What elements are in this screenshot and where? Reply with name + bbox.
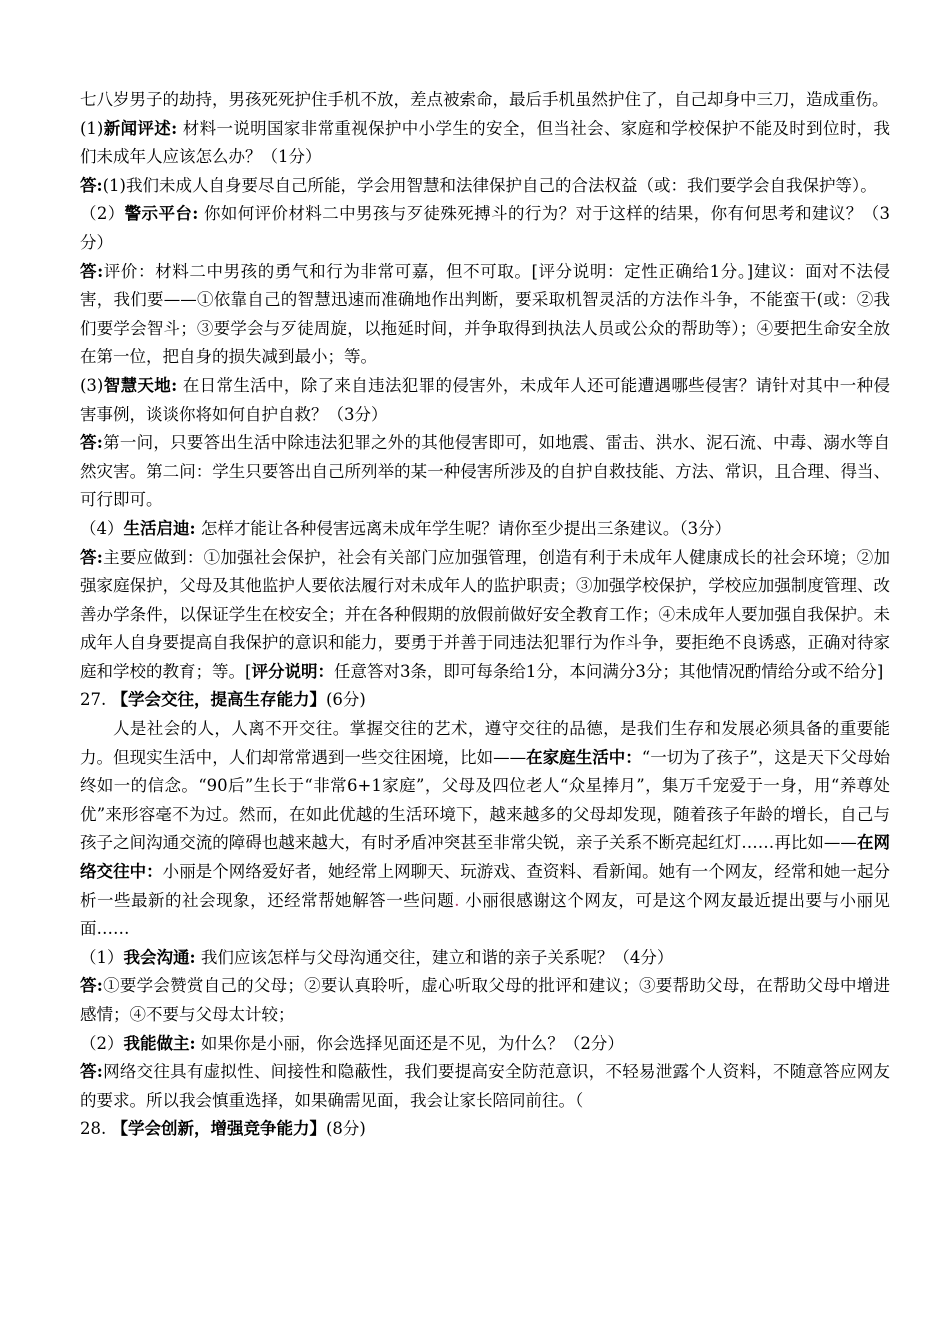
q26-sub3-question: (3)智慧天地: 在日常生活中，除了来自违法犯罪的侵害外，未成年人还可能遭遇哪些侵害？请针对其中一种侵害事例，谈谈你将如何自护自救？（3分） xyxy=(80,375,890,424)
scoring-note-label: 评分说明： xyxy=(251,661,334,681)
online-interaction-label: 在网络交往中： xyxy=(80,833,891,882)
q27-title: 【学会交往，提高生存能力】 xyxy=(111,690,326,710)
material-two-tail: 七八岁男子的劫持，男孩死死护住手机不放，差点被索命，最后手机虽然护住了，自己却身中三刀，造成重伤。 xyxy=(80,90,889,109)
q26-sub2-title: 警示平台: xyxy=(124,204,199,224)
q27-sub2-answer: 答:网络交往具有虚拟性、间接性和隐蔽性，我们要提高安全防范意识，不轻易泄露个人资料，不随意答应网友的要求。所以我会慎重选择，如果确需见面，我会让家长陪同前往。（ xyxy=(80,1062,891,1110)
answer-label: 答: xyxy=(80,976,103,996)
q27-material: 人是社会的人，人离不开交往。掌握交往的艺术，遵守交往的品德，是我们生存和发展必须具备的重要能力。但现实生活中，人们却常常遇到一些交往困境，比如——在家庭生活中：“一切为了孩子”，这是天下父母始终如一的信念。“90后”生长于“非常6+1家庭”，父母及四位老人“众星捧月”，集万千宠爱于一身，用“养尊处优”来形容毫不为过。然而，在如此优越的生活环境下，越来越多的父母却发现，随着孩子年龄的增长，自己与孩子之间沟通交流的障碍也越来越大，有时矛盾冲突甚至非常尖锐，亲子关系不断亮起红灯……再比如——在网络交往中：小丽是个网络爱好者，她经常上网聊天、玩游戏、查资料、看新闻。她有一个网友，经常和她一起分析一些最新的社会现象，还经常帮她解答一些问题. 小丽很感谢这个网友，可是这个网友最近提出要与小丽见面…… xyxy=(80,719,891,939)
q26-sub2-question: （2）警示平台: 你如何评价材料二中男孩与歹徒殊死搏斗的行为？对于这样的结果，你有何思考和建议？（3分） xyxy=(80,204,891,252)
q26-sub4-title: 生活启迪: xyxy=(123,518,196,538)
q26-sub1-title: 新闻评述: xyxy=(103,118,178,138)
q28-heading: 28. 【学会创新，增强竞争能力】(8分) xyxy=(80,1119,366,1139)
q26-sub1-answer: 答:(1)我们未成人自身要尽自己所能，学会用智慧和法律保护自己的合法权益（或：我们要学会自我保护等）。 xyxy=(80,175,877,195)
q26-sub4-answer: 答:主要应做到：①加强社会保护，社会有关部门应加强管理，创造有利于未成年人健康成长的社会环境；②加强家庭保护，父母及其他监护人要依法履行对未成年人的监护职责；③加强学校保护，学校应加强制度管理、改善办学条件，以保证学生在校安全；并在各种假期的放假前做好安全教育工作；④未成年人要加强自我保护。未成年人自身要提高自我保护的意识和能力，要勇于并善于同违法犯罪行为作斗争，要拒绝不良诱惑，正确对待家庭和学校的教育；等。[评分说明：任意答对3条，即可每条给1分，本问满分3分；其他情况酌情给分或不给分] xyxy=(80,547,891,681)
q27-sub1-question: （1）我会沟通: 我们应该怎样与父母沟通交往，建立和谐的亲子关系呢？（4分） xyxy=(80,947,674,967)
q26-sub4-question: （4）生活启迪: 怎样才能让各种侵害远离未成年学生呢？请你至少提出三条建议。（3分） xyxy=(80,518,732,538)
q27-sub1-answer: 答:①要学会赞赏自己的父母；②要认真聆听，虚心听取父母的批评和建议；③要帮助父母，在帮助父母中增进感情；④不要与父母太计较； xyxy=(80,976,891,1024)
q27-heading: 27. 【学会交往，提高生存能力】(6分) xyxy=(80,690,366,710)
answer-label: 答: xyxy=(80,175,103,195)
q26-sub2-answer: 答:评价：材料二中男孩的勇气和行为非常可嘉，但不可取。[评分说明：定性正确给1分。]建议：面对不法侵害，我们要——①依靠自己的智慧迅速而准确地作出判断，要采取机智灵活的方法作斗争，不能蛮干(或：②我们要学会智斗；③要学会与歹徒周旋，以拖延时间，并争取得到执法人员或公众的帮助等）；④要把生命安全放在第一位，把自身的损失减到最小；等。 xyxy=(80,261,890,367)
answer-label: 答: xyxy=(80,547,103,567)
q27-sub2-title: 我能做主: xyxy=(123,1033,196,1053)
family-life-label: 在家庭生活中： xyxy=(526,747,642,767)
q28-title: 【学会创新，增强竞争能力】 xyxy=(111,1119,326,1139)
q26-sub3-answer: 答:第一问，只要答出生活中除违法犯罪之外的其他侵害即可，如地震、雷击、洪水、泥石流、中毒、溺水等自然灾害。第二问：学生只要答出自己所列举的某一种侵害所涉及的自护自救技能、方法、常识，且合理、得当、可行即可。 xyxy=(80,433,891,510)
answer-label: 答: xyxy=(80,1062,103,1082)
q27-sub1-title: 我会沟通: xyxy=(123,947,196,967)
q26-sub3-title: 智慧天地: xyxy=(103,375,178,395)
answer-label: 答: xyxy=(80,433,103,453)
q26-sub1-question: (1)新闻评述: 材料一说明国家非常重视保护中小学生的安全，但当社会、家庭和学校保护不能及时到位时，我们未成年人应该怎么办？（1分） xyxy=(80,118,890,167)
answer-label: 答: xyxy=(80,261,104,281)
q27-sub2-question: （2）我能做主: 如果你是小丽，你会选择见面还是不见，为什么？（2分） xyxy=(80,1033,624,1053)
